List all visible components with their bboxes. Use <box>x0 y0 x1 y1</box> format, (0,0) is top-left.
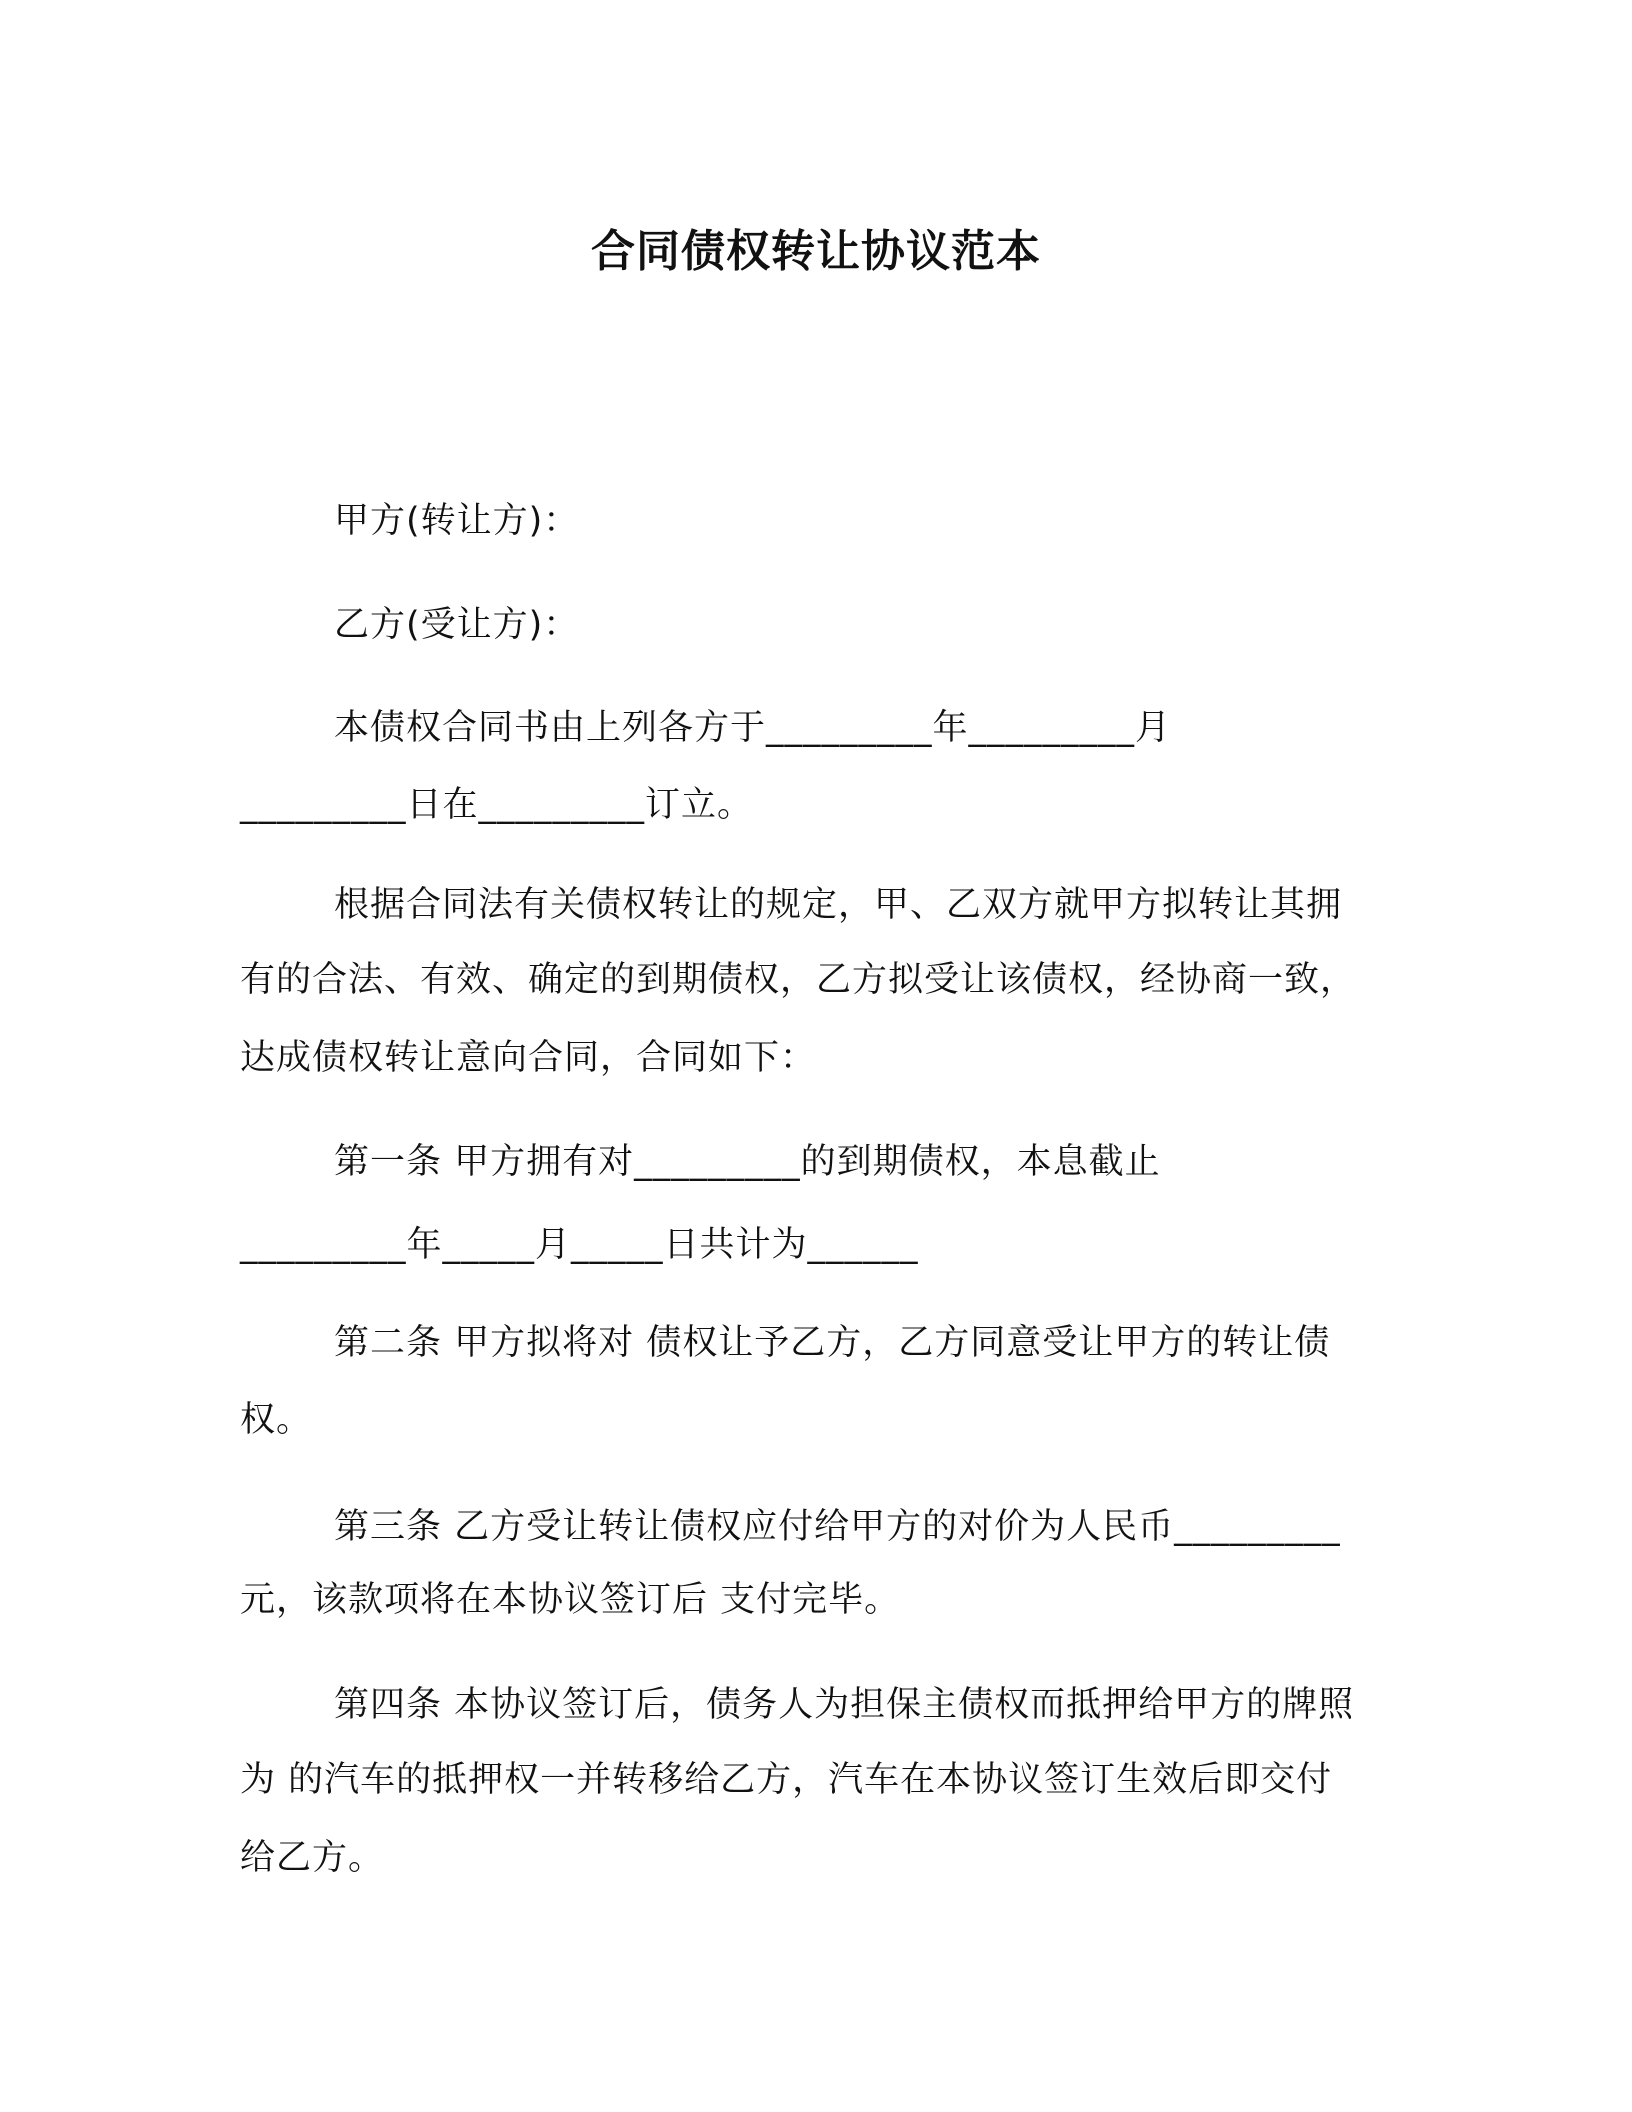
intro-line-1: 本债权合同书由上列各方于_________年_________月 <box>334 708 1172 748</box>
basis-line-1: 根据合同法有关债权转让的规定，甲、乙双方就甲方拟转让其拥 <box>334 885 1343 925</box>
basis-line-3: 达成债权转让意向合同，合同如下： <box>240 1038 817 1078</box>
article2-line-1: 第二条 甲方拟将对 债权让予乙方，乙方同意受让甲方的转让债 <box>334 1323 1331 1363</box>
article2-line-2: 权。 <box>240 1400 313 1440</box>
article4-line-3: 给乙方。 <box>240 1838 385 1878</box>
basis-line-2: 有的合法、有效、确定的到期债权，乙方拟受让该债权，经协商一致， <box>240 960 1357 1000</box>
party-b-label: 乙方(受让方)： <box>334 605 580 645</box>
article1-line-2: _________年_____月_____日共计为______ <box>240 1225 919 1265</box>
document-title: 合同债权转让协议范本 <box>591 226 1041 277</box>
article4-line-1: 第四条 本协议签订后，债务人为担保主债权而抵押给甲方的牌照 <box>334 1685 1355 1725</box>
intro-line-2: _________日在_________订立。 <box>240 785 754 825</box>
article1-line-1: 第一条 甲方拥有对_________的到期债权，本息截止 <box>334 1142 1161 1182</box>
article3-line-2: 元，该款项将在本协议签订后 支付完毕。 <box>240 1580 901 1620</box>
article4-line-2: 为 的汽车的抵押权一并转移给乙方，汽车在本协议签订生效后即交付 <box>240 1760 1333 1800</box>
party-a-label: 甲方(转让方)： <box>334 501 580 541</box>
article3-line-1: 第三条 乙方受让转让债权应付给甲方的对价为人民币_________ <box>334 1507 1341 1547</box>
